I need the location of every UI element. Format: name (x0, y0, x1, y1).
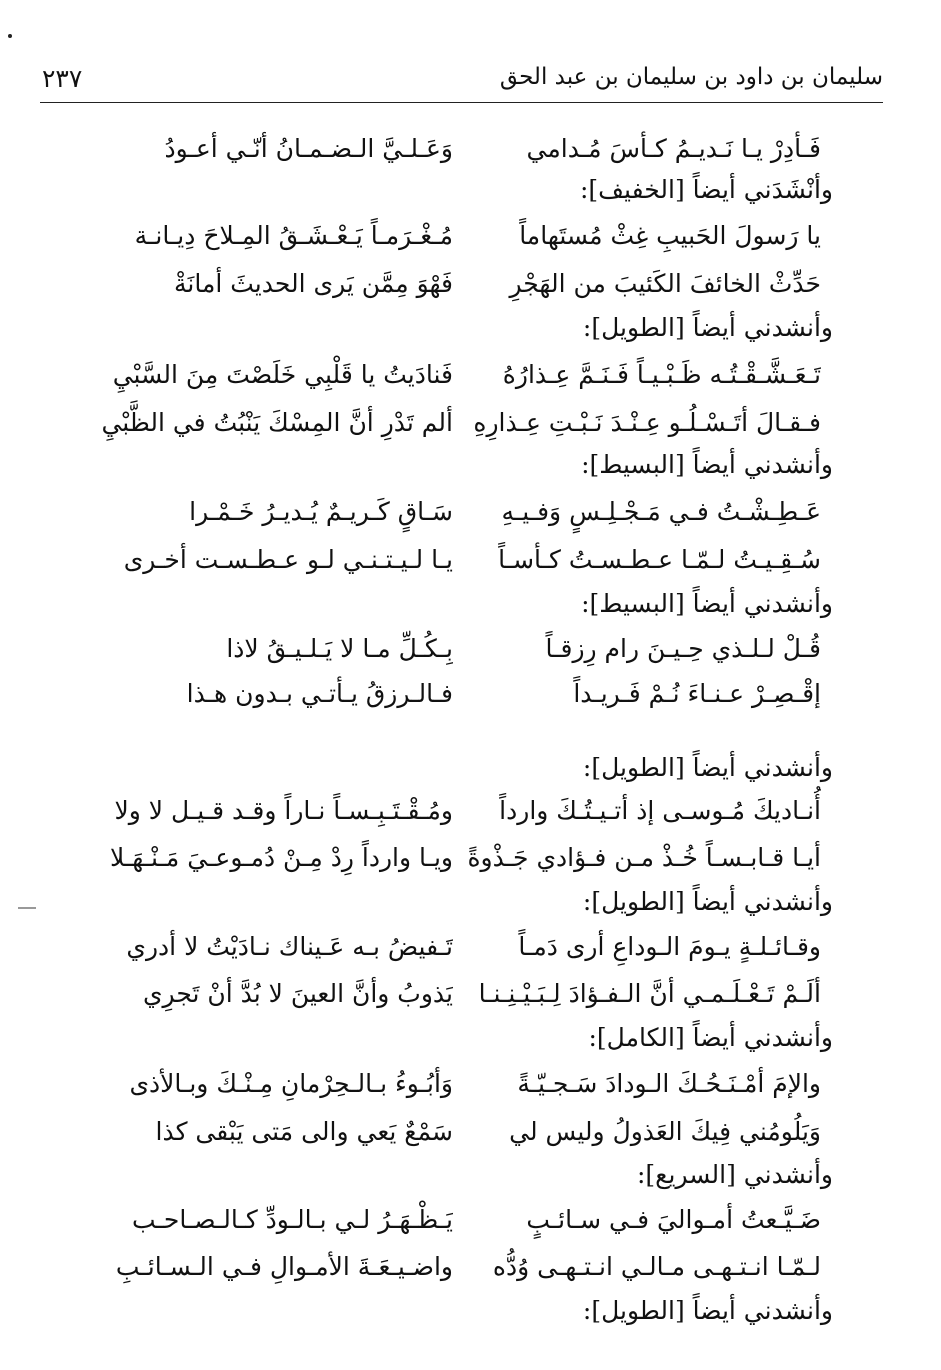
first-hemistich: أيـا قـابـسـاً خُـذْ مـن فـؤادي جَـذْوةً (467, 843, 821, 872)
second-hemistich: يـا لـيـتـنـي لـو عـطـسـت أخـرى (123, 545, 453, 574)
first-hemistich: تَـعَـشَّـقْـتُـه ظَـبْـيـاً فَـنَـمَّ عِـذارُهُ (502, 360, 821, 389)
second-hemistich: يَـظْـهَـرُ لـي بـالـودِّ كـالـصـاحـب (132, 1205, 453, 1234)
verse-line (0, 784, 941, 838)
second-hemistich: وَعَـلـيَّ الـضـمـانُ أنّـي أعـودُ (164, 134, 453, 163)
first-hemistich: ضَـيَّـعتُ أمـواليَ فـي سـائـبٍ (526, 1205, 821, 1234)
verse-line (0, 1193, 941, 1247)
verse-intro: وأنْشَدَني أيضاً [الخفيف]: (580, 175, 833, 204)
first-hemistich: قُـلْ لـلـذي حِـيـنَ رام رِزقـاً (545, 634, 821, 663)
first-hemistich: وَيَلُومُني فِيكَ العَذولُ وليس لي (509, 1117, 821, 1146)
verse-line (0, 1057, 941, 1111)
second-hemistich: واضـيـعَـةَ الأمـوالِ فـي الـسـائـبِ (115, 1252, 453, 1281)
second-hemistich: بِـكُـلِّ مـا لا يَـلـيـقُ لاذا (226, 634, 453, 663)
first-hemistich: عَـطِـشْـتُ فـي مَـجْـلِـسٍ وَفـيـهِ (501, 497, 821, 526)
first-hemistich: فـقـالَ أتَـسْـلُـو عِـنْـدَ نَـبْـتِ عِـذارِهِ (473, 408, 821, 437)
first-hemistich: حَدِّثْ الخائفَ الكَئيبَ من الهَجْرِ (509, 269, 821, 298)
verse-intro: وأنشدني أيضاً [الطويل]: (582, 313, 833, 342)
verse-line (0, 667, 941, 721)
second-hemistich: ويـا وارداً رِدْ مِـنْ دُمـوعـيَ مَـنْـهَـلا (109, 843, 453, 872)
second-hemistich: سَـاقٍ كَـريـمٌ يُـديـرُ خَـمْـرا (189, 497, 453, 526)
first-hemistich: سُـقِـيـتُ لـمّـا عـطـسـتُ كـأسـاً (498, 545, 821, 574)
second-hemistich: يَذوبُ وأنَّ العينَ لا بُدَّ أنْ تَجرِي (142, 979, 453, 1008)
second-hemistich: وَأبُـوءُ بـالـحِرْمانِ مِـنْـكَ وبـالأذى (129, 1069, 453, 1098)
page-number: ٢٣٧ (42, 64, 83, 93)
second-hemistich: فـالـرزقُ يـأتـي بـدون هـذا (186, 679, 453, 708)
verse-line (0, 209, 941, 263)
second-hemistich: فَنادَيتُ يا قَلْبِي خَلَصْتَ مِنَ السَّبْيِ (112, 360, 453, 389)
first-hemistich: إقْـصِـرْ عـنـاءَ نُـمْ فَـريـداً (573, 679, 821, 708)
second-hemistich: ومُـقْـتَـبِـسـاً نـاراً وقـد قـيـل لا ولا (114, 796, 453, 825)
first-hemistich: فَـأدِرْ يـا نَـديـمُ كـأسَ مُـدامي (526, 134, 821, 163)
first-hemistich: وقـائـلـةٍ يـومَ الـوداعِ أرى دَمـاً (518, 932, 821, 961)
first-hemistich: لـمّـا انـتـهـى مـالـي انـتـهـى وُدُّه (492, 1252, 821, 1281)
second-hemistich: ألم تَدْرِ أنَّ المِسْكَ يَنْبُتُ في الظَّبْيِ (101, 408, 453, 437)
first-hemistich: أُنـاديكَ مُـوسـى إذ أتـيـتُـكَ وارداً (499, 796, 821, 825)
verse-line (0, 348, 941, 402)
verse-intro: وأنشدني أيضاً [الطويل]: (582, 1296, 833, 1325)
verse-intro: وأنشدني [السريع]: (637, 1160, 833, 1189)
running-title: سليمان بن داود بن سليمان بن عبد الحق (499, 64, 883, 90)
verse-intro: وأنشدني أيضاً [الطويل]: (582, 753, 833, 782)
first-hemistich: ألَـمْ تَـعْـلَـمـي أنَّ الـفـؤادَ لِـبَـيْـنِـنـا (478, 979, 821, 1008)
verse-intro: وأنشدني أيضاً [البسيط]: (581, 450, 833, 479)
first-hemistich: والإمَ أمْـنَـحُـكَ الـودادَ سَـجـيّـةً (517, 1069, 821, 1098)
verse-line (0, 485, 941, 539)
verse-intro: وأنشدني أيضاً [الكامل]: (588, 1023, 833, 1052)
second-hemistich: تَـفيضُ بـه عَـيناك نـادَيْتُ لا أدري (126, 932, 453, 961)
second-hemistich: مُـغْـرَمـاً يَـعْـشَـقُ المِـلاحَ دِيـانـة (134, 221, 453, 250)
first-hemistich: يا رَسولَ الحَبيبِ غِثْ مُستَهاماً (519, 221, 821, 250)
second-hemistich: فَهْوَ مِمَّن يَرى الحديثَ أمانَةْ (173, 269, 453, 298)
verse-intro: وأنشدني أيضاً [البسيط]: (581, 589, 833, 618)
verse-intro: وأنشدني أيضاً [الطويل]: (582, 887, 833, 916)
second-hemistich: سَمْعٌ يَعي والى مَتى يَبْقى كذا (155, 1117, 453, 1146)
verse-line (0, 920, 941, 974)
